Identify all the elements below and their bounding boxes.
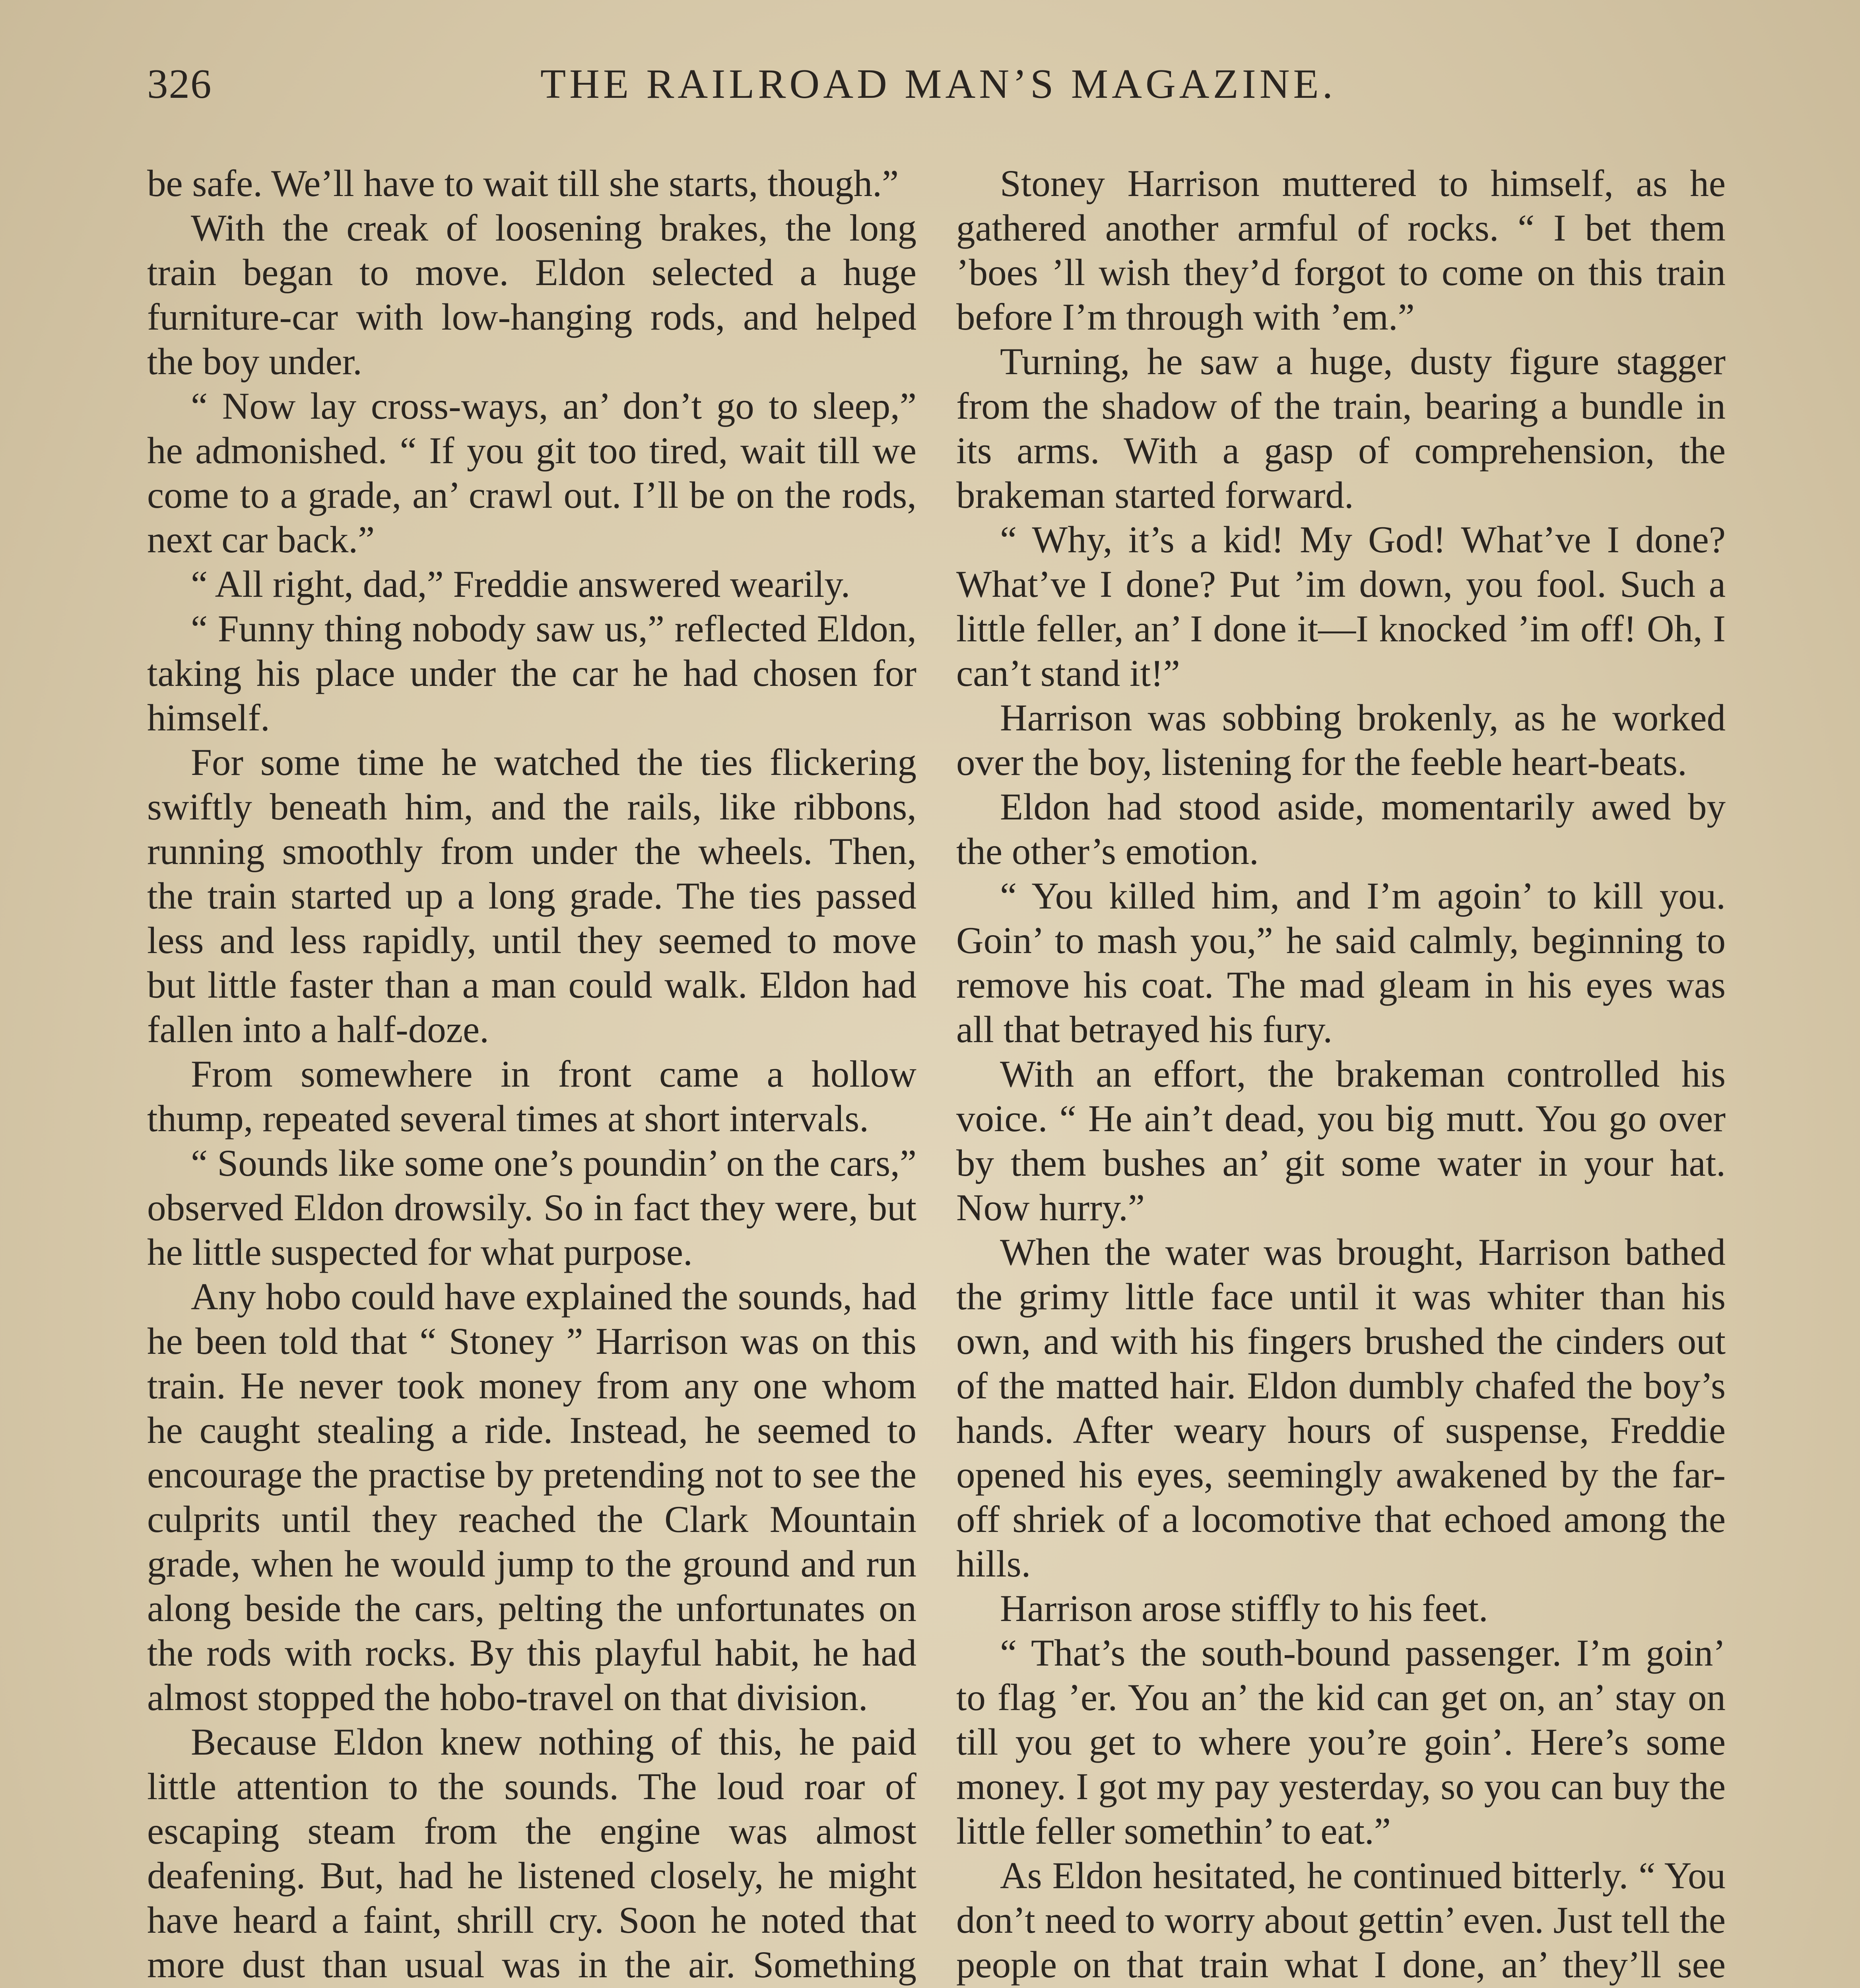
paragraph: From somewhere in front came a hollow thump, repeated several times at short intervals. (147, 1053, 916, 1140)
paragraph: Harrison arose stiffly to his feet. (1000, 1587, 1488, 1629)
paragraph: “ You killed him, and I’m agoin’ to kill you. Goin’ to mash you,” he said calmly, beginning to remove his coat. The mad gleam in his eyes was all that betrayed his fury. (956, 875, 1726, 1050)
paragraph: For some time he watched the ties flickering swiftly beneath him, and the rails, like ribbons, running smoothly from under the wheels. Then, the train started up a long grade. The ties passed less and less rapidly, until they seemed to move but little faster than a man could walk. Eldon had fallen into a half-doze. (147, 741, 916, 1050)
left-column (147, 161, 916, 1988)
paragraph: Any hobo could have explained the sounds, had he been told that “ Stoney ” Harrison was on this train. He never took money from any one whom he caught stealing a ride. Instead, he seemed to encourage the practise by pretending not to see the culprits until they reached the Clark Mountain grade, when he would jump to the ground and run along beside the cars, pelting the unfortunates on the rods with rocks. By this playful habit, he had almost stopped the hobo-travel on that division. (147, 1276, 916, 1718)
paragraph: “ All right, dad,” Freddie answered wearily. (191, 563, 850, 605)
paragraph: When the water was brought, Harrison bathed the grimy little face until it was whiter than his own, and with his fingers brushed the cinders out of the matted hair. Eldon dumbly chafed the boy’s hands. After weary hours of suspense, Freddie opened his eyes, seemingly awakened by the far-off shriek of a locomotive that echoed among the hills. (956, 1231, 1726, 1585)
paragraph: With the creak of loosening brakes, the long train began to move. Eldon selected a huge furniture-car with low-hanging rods, and helped the boy under. (147, 207, 916, 382)
paragraph: “ Funny thing nobody saw us,” reflected Eldon, taking his place under the car he had chosen for himself. (147, 608, 916, 739)
paragraph: Turning, he saw a huge, dusty figure stagger from the shadow of the train, bearing a bundle in its arms. With a gasp of comprehension, the brakeman started forward. (956, 340, 1726, 516)
right-column (956, 161, 1726, 1988)
paragraph: Stoney Harrison muttered to himself, as he gathered another armful of rocks. “ I bet them ’boes ’ll wish they’d forgot to come on this train before I’m through with ’em.” (956, 162, 1726, 338)
paragraph: With an effort, the brakeman controlled his voice. “ He ain’t dead, you big mutt. You go over by them bushes an’ git some water in your hat. Now hurry.” (956, 1053, 1726, 1229)
running-head: THE RAILROAD MAN’S MAGAZINE. (540, 60, 1336, 107)
paragraph: “ Now lay cross-ways, an’ don’t go to sleep,” he admonished. “ If you git too tired, wait till we come to a grade, an’ crawl out. I’ll be on the rods, next car back.” (147, 385, 916, 561)
paragraph: “ Why, it’s a kid! My God! What’ve I done? What’ve I done? Put ’im down, you fool. Such a little feller, an’ I done it—I knocked ’im off! Oh, I can’t stand it!” (956, 518, 1726, 694)
paragraph: As Eldon hesitated, he continued bitterly. “ You don’t need to worry about gettin’ even. Just tell the people on that train what I done, an’ they’ll see (956, 1854, 1726, 1986)
paragraph: “ That’s the south-bound passenger. I’m goin’ to flag ’er. You an’ the kid can get on, an’ stay on till you get to where you’re goin’. Here’s some money. I got my pay yesterday, so you can buy the little feller somethin’ to eat.” (956, 1632, 1726, 1852)
page-header (147, 60, 1730, 119)
paragraph: Because Eldon knew nothing of this, he paid little attention to the sounds. The loud roar of escaping steam from the engine was almost deafening. But, had he listened closely, he might have heard a faint, shrill cry. Soon he noted that more dust than usual was in the air. Something (147, 1721, 916, 1986)
paragraph: Eldon had stood aside, momentarily awed by the other’s emotion. (956, 786, 1726, 872)
paragraph: “ Sounds like some one’s poundin’ on the cars,” observed Eldon drowsily. So in fact they were, but he little suspected for what purpose. (147, 1142, 916, 1273)
paragraph: be safe. We’ll have to wait till she starts, though.” (147, 162, 899, 204)
page-number: 326 (147, 60, 212, 107)
paragraph: Harrison was sobbing brokenly, as he worked over the boy, listening for the feeble heart-beats. (956, 697, 1726, 783)
